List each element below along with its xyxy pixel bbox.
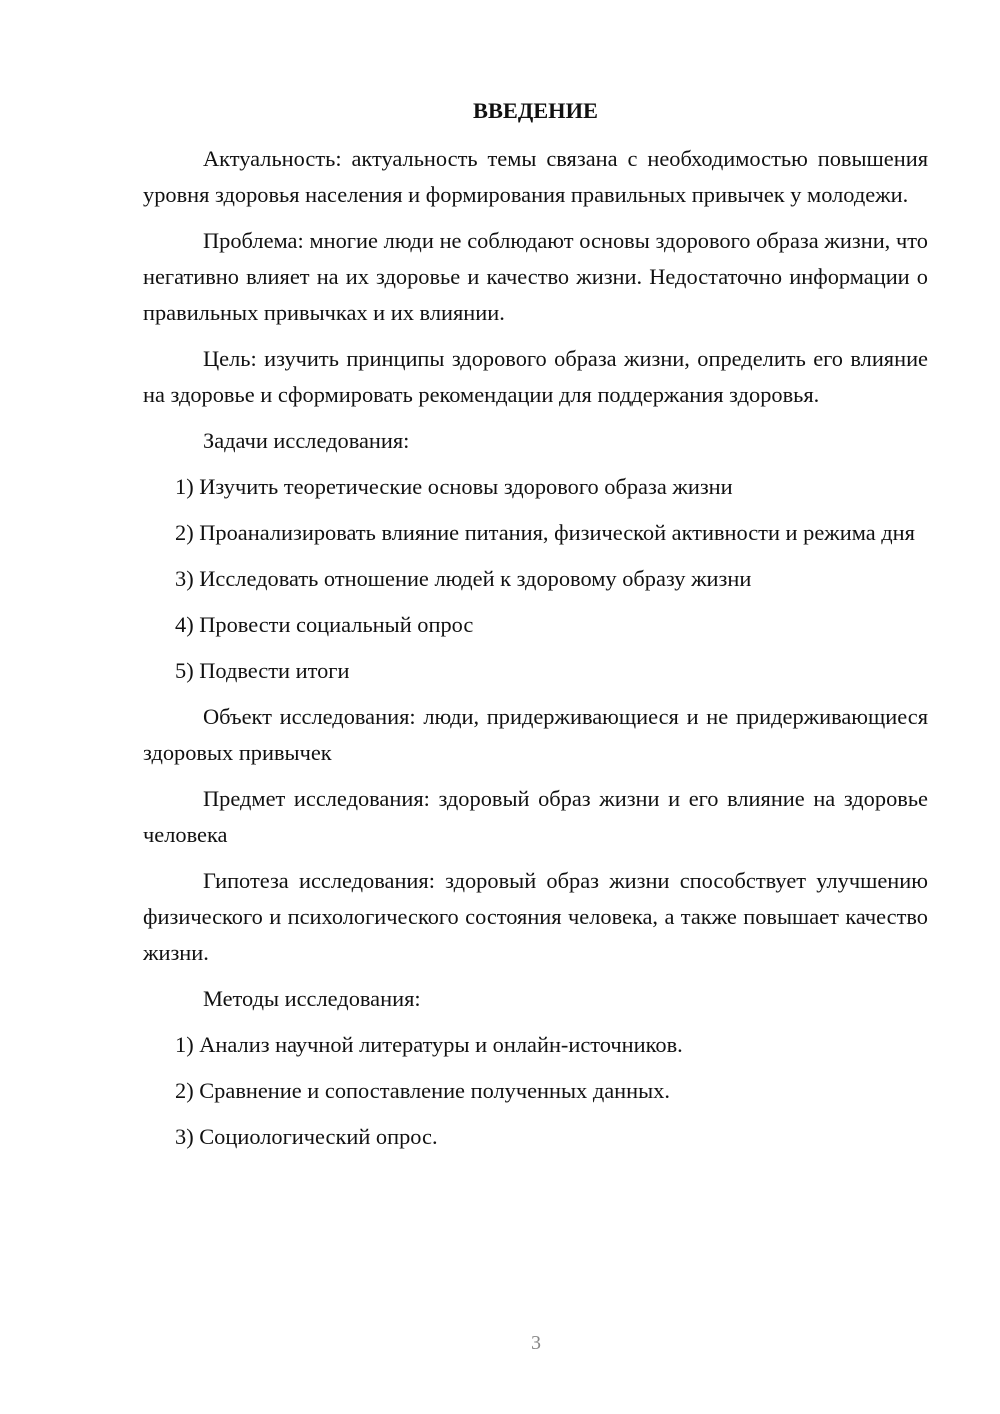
relevance-paragraph: Актуальность: актуальность темы связана с необходимостью повышения уровня здоровья населения и формирования правильных привычек у молодежи. (143, 146, 928, 207)
task-item: 1) Изучить теоретические основы здорового образа жизни (175, 474, 733, 499)
task-item: 4) Провести социальный опрос (175, 612, 474, 637)
methods-heading: Методы исследования: (203, 986, 421, 1011)
method-item: 2) Сравнение и сопоставление полученных данных. (175, 1078, 670, 1103)
method-item: 1) Анализ научной литературы и онлайн-источников. (175, 1032, 683, 1057)
task-item: 5) Подвести итоги (175, 658, 350, 683)
task-item: 3) Исследовать отношение людей к здоровому образу жизни (175, 566, 752, 591)
goal-paragraph: Цель: изучить принципы здорового образа жизни, определить его влияние на здоровье и сформировать рекомендации для поддержания здоровья. (143, 346, 928, 407)
task-item: 2) Проанализировать влияние питания, физической активности и режима дня (175, 520, 915, 545)
page-number: 3 (531, 1332, 541, 1354)
object-paragraph: Объект исследования: люди, придерживающиеся и не придерживающиеся здоровых привычек (143, 704, 928, 765)
subject-paragraph: Предмет исследования: здоровый образ жизни и его влияние на здоровье человека (143, 786, 928, 847)
problem-paragraph: Проблема: многие люди не соблюдают основы здорового образа жизни, что негативно влияет на их здоровье и качество жизни. Недостаточно информации о правильных привычках и их влиянии. (143, 228, 928, 325)
document-body (143, 95, 928, 1165)
hypothesis-paragraph: Гипотеза исследования: здоровый образ жизни способствует улучшению физического и психологического состояния человека, а также повышает качество жизни. (143, 868, 928, 965)
tasks-heading: Задачи исследования: (203, 428, 410, 453)
method-item: 3) Социологический опрос. (175, 1124, 438, 1149)
section-title: ВВЕДЕНИЕ (473, 98, 598, 123)
